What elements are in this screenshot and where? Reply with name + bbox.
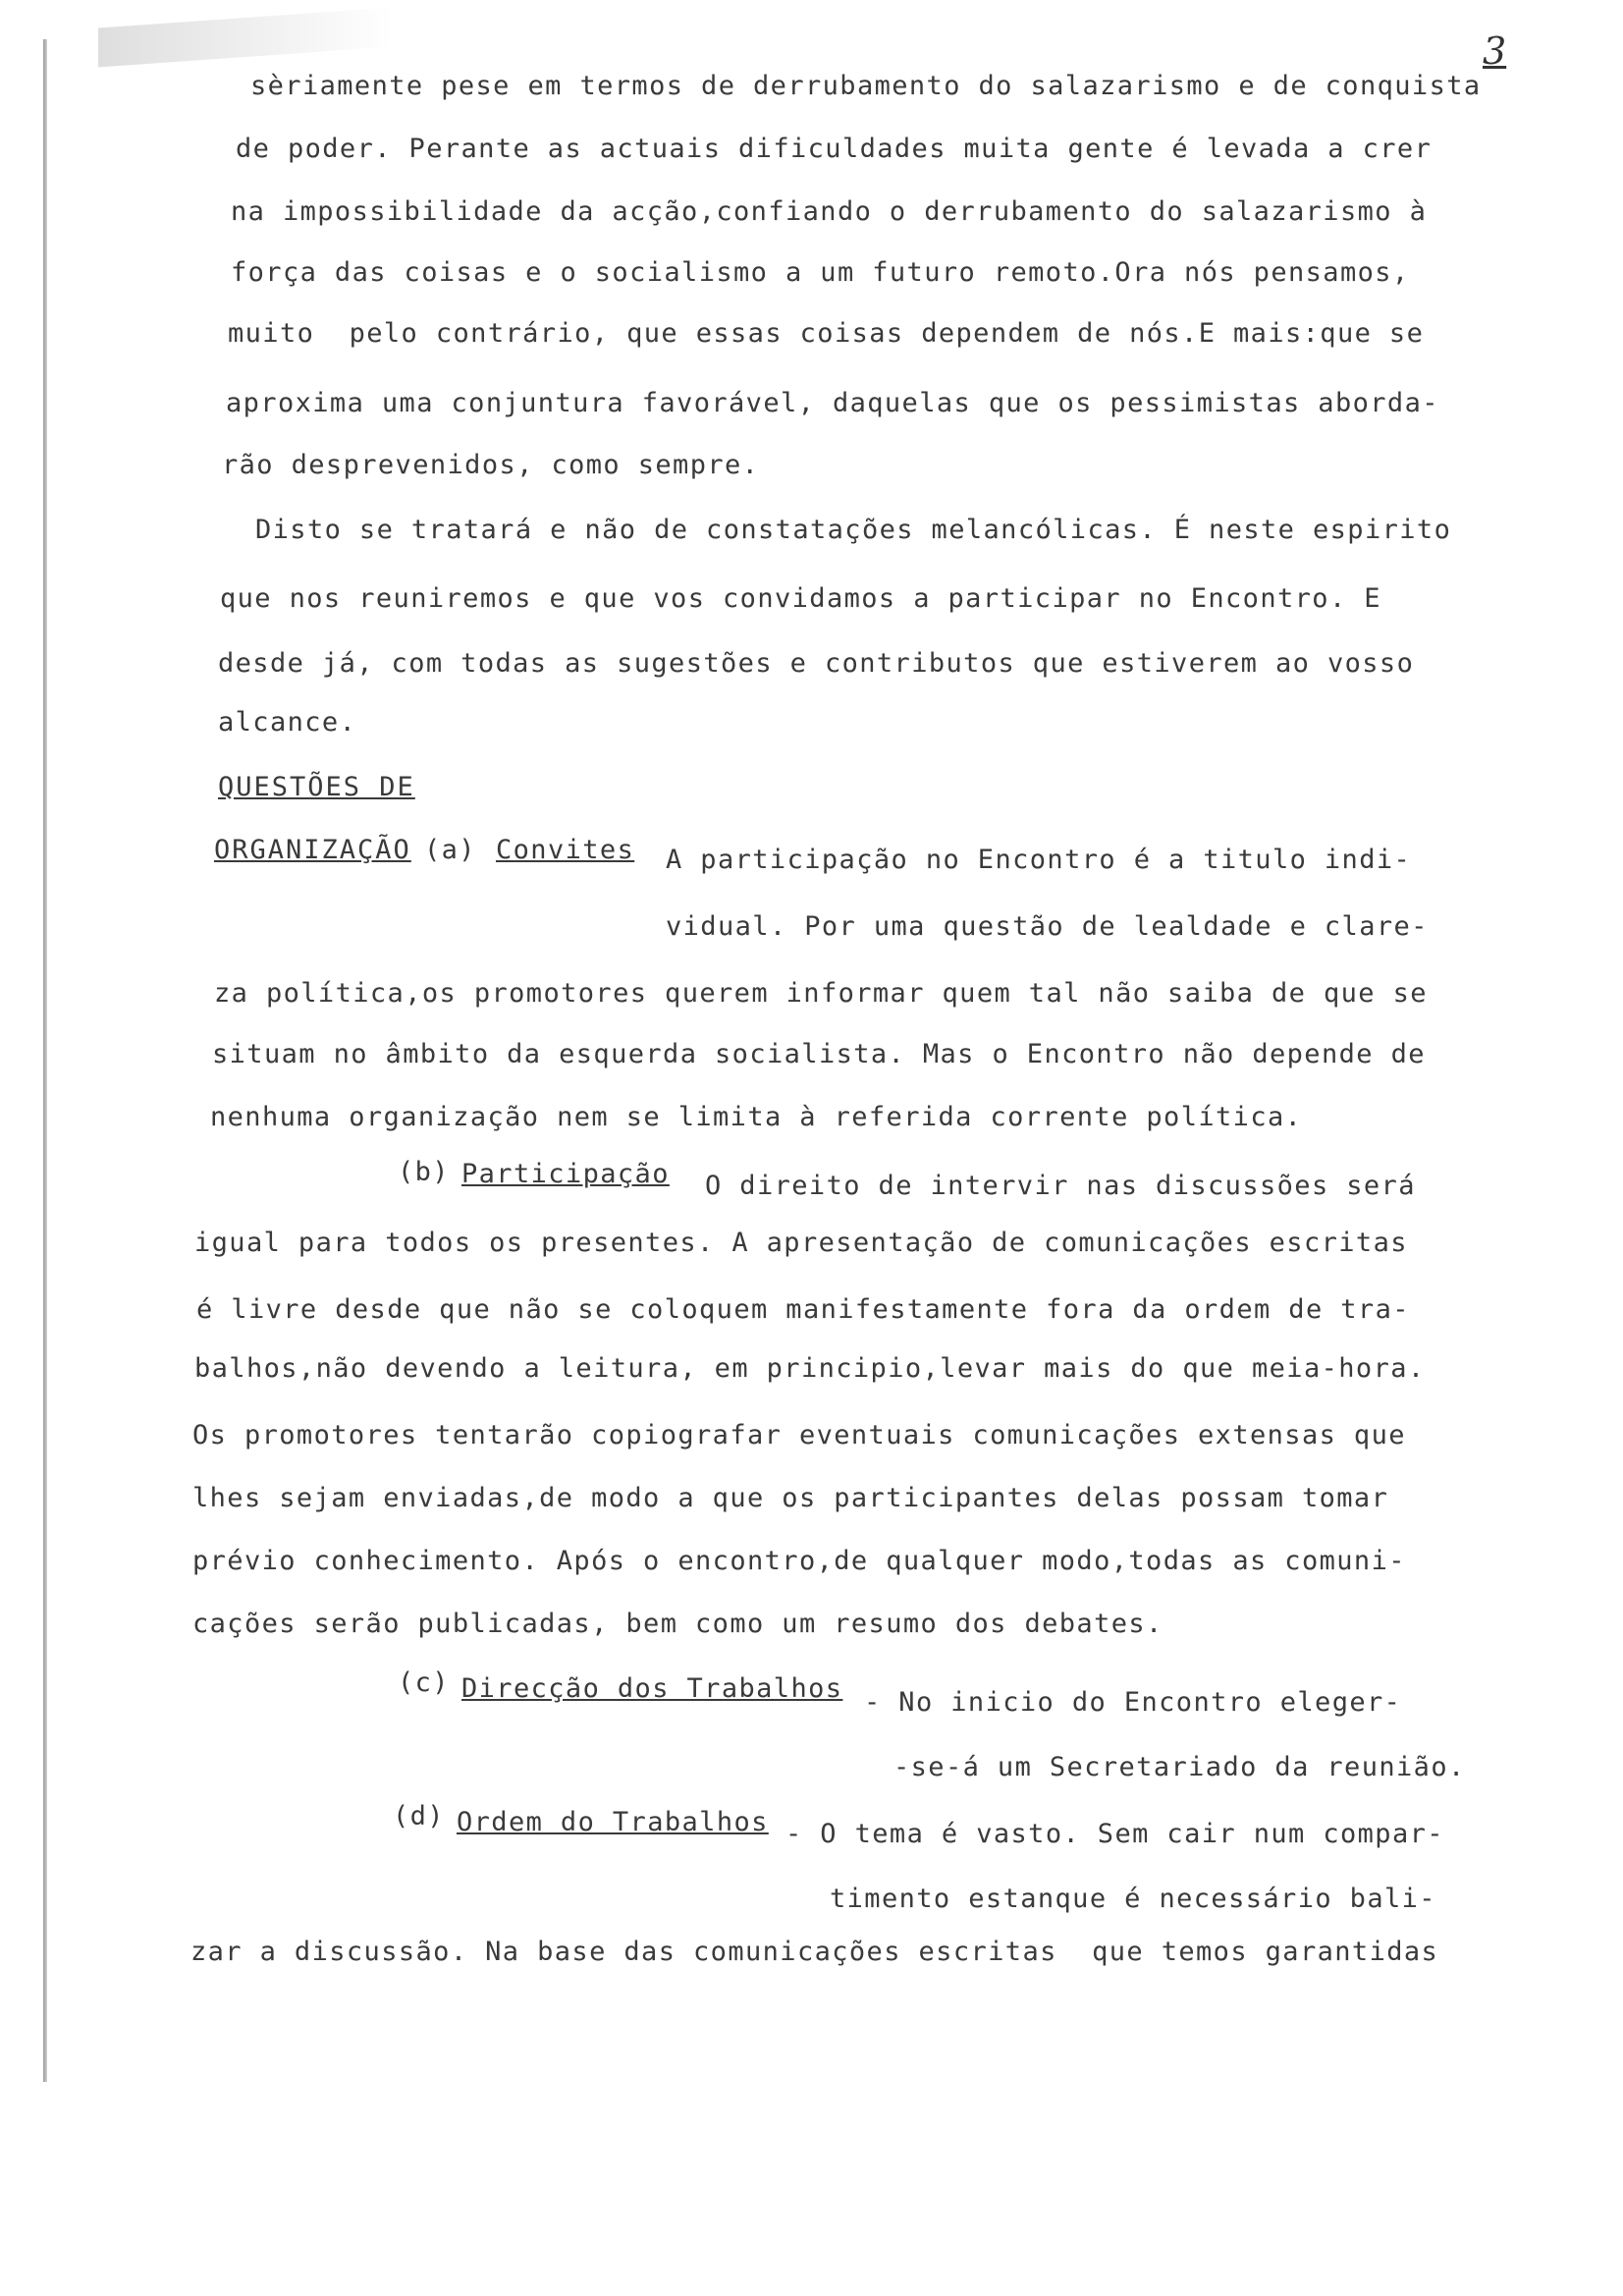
- text-line: prévio conhecimento. Após o encontro,de qualquer modo,todas as comuni-: [192, 1546, 1406, 1576]
- text-line: situam no âmbito da esquerda socialista. Mas o Encontro não depende de: [212, 1039, 1426, 1069]
- text-line: desde já, com todas as sugestões e contributos que estiverem ao vosso: [218, 648, 1415, 679]
- text-line: sèriamente pese em termos de derrubamento do salazarismo e de conquista: [250, 71, 1482, 101]
- text-line: Disto se tratará e não de constatações melancólicas. É neste espirito: [255, 515, 1452, 545]
- text-line: Os promotores tentarão copiografar eventuais comunicações extensas que: [192, 1420, 1406, 1450]
- text-line: muito pelo contrário, que essas coisas dependem de nós.E mais:que se: [228, 318, 1425, 349]
- text-line: cações serão publicadas, bem como um resumo dos debates.: [192, 1609, 1163, 1639]
- text-line: é livre desde que não se coloquem manifestamente fora da ordem de tra-: [196, 1294, 1410, 1325]
- page-edge: [43, 39, 47, 2082]
- text-line: balhos,não devendo a leitura, em principio,levar mais do que meia-hora.: [194, 1353, 1426, 1384]
- text-line: O direito de intervir nas discussões será: [705, 1171, 1416, 1201]
- item-title: Participação: [461, 1159, 670, 1189]
- text-line: vidual. Por uma questão de lealdade e clare-: [666, 911, 1429, 942]
- page-number: 3: [1483, 29, 1507, 73]
- text-line: força das coisas e o socialismo a um futuro remoto.Ora nós pensamos,: [231, 257, 1410, 288]
- text-line: nenhuma organização nem se limita à referida corrente política.: [210, 1102, 1303, 1132]
- text-line: que nos reuniremos e que vos convidamos a participar no Encontro. E: [220, 583, 1381, 614]
- item-marker: (a): [424, 835, 476, 865]
- text-line: de poder. Perante as actuais dificuldades muita gente é levada a crer: [236, 134, 1433, 164]
- text-line: A participação no Encontro é a titulo indi-: [666, 845, 1412, 875]
- section-heading: QUESTÕES DE: [218, 772, 415, 802]
- text-line: - O tema é vasto. Sem cair num compar-: [785, 1819, 1444, 1849]
- item-marker: (d): [393, 1801, 445, 1831]
- text-line: -se-á um Secretariado da reunião.: [893, 1752, 1466, 1782]
- text-line: rão desprevenidos, como sempre.: [222, 450, 760, 480]
- item-title: Direcção dos Trabalhos: [461, 1673, 843, 1704]
- text-line: alcance.: [218, 707, 357, 738]
- text-line: timento estanque é necessário bali-: [830, 1884, 1436, 1914]
- item-marker: (b): [398, 1157, 450, 1187]
- text-line: na impossibilidade da acção,confiando o derrubamento do salazarismo à: [231, 196, 1428, 227]
- item-title: Convites: [496, 835, 635, 865]
- section-heading: ORGANIZAÇÃO: [214, 835, 411, 865]
- text-line: zar a discussão. Na base das comunicações escritas que temos garantidas: [190, 1937, 1439, 1967]
- item-title: Ordem do Trabalhos: [457, 1807, 769, 1837]
- text-line: - No inicio do Encontro eleger-: [864, 1687, 1402, 1718]
- corner-shadow: [98, 8, 393, 68]
- text-line: aproxima uma conjuntura favorável, daquelas que os pessimistas aborda-: [226, 388, 1439, 418]
- text-line: za política,os promotores querem informar quem tal não saiba de que se: [214, 978, 1428, 1009]
- text-line: igual para todos os presentes. A apresentação de comunicações escritas: [194, 1228, 1408, 1258]
- item-marker: (c): [398, 1667, 450, 1698]
- text-line: lhes sejam enviadas,de modo a que os participantes delas possam tomar: [192, 1483, 1389, 1513]
